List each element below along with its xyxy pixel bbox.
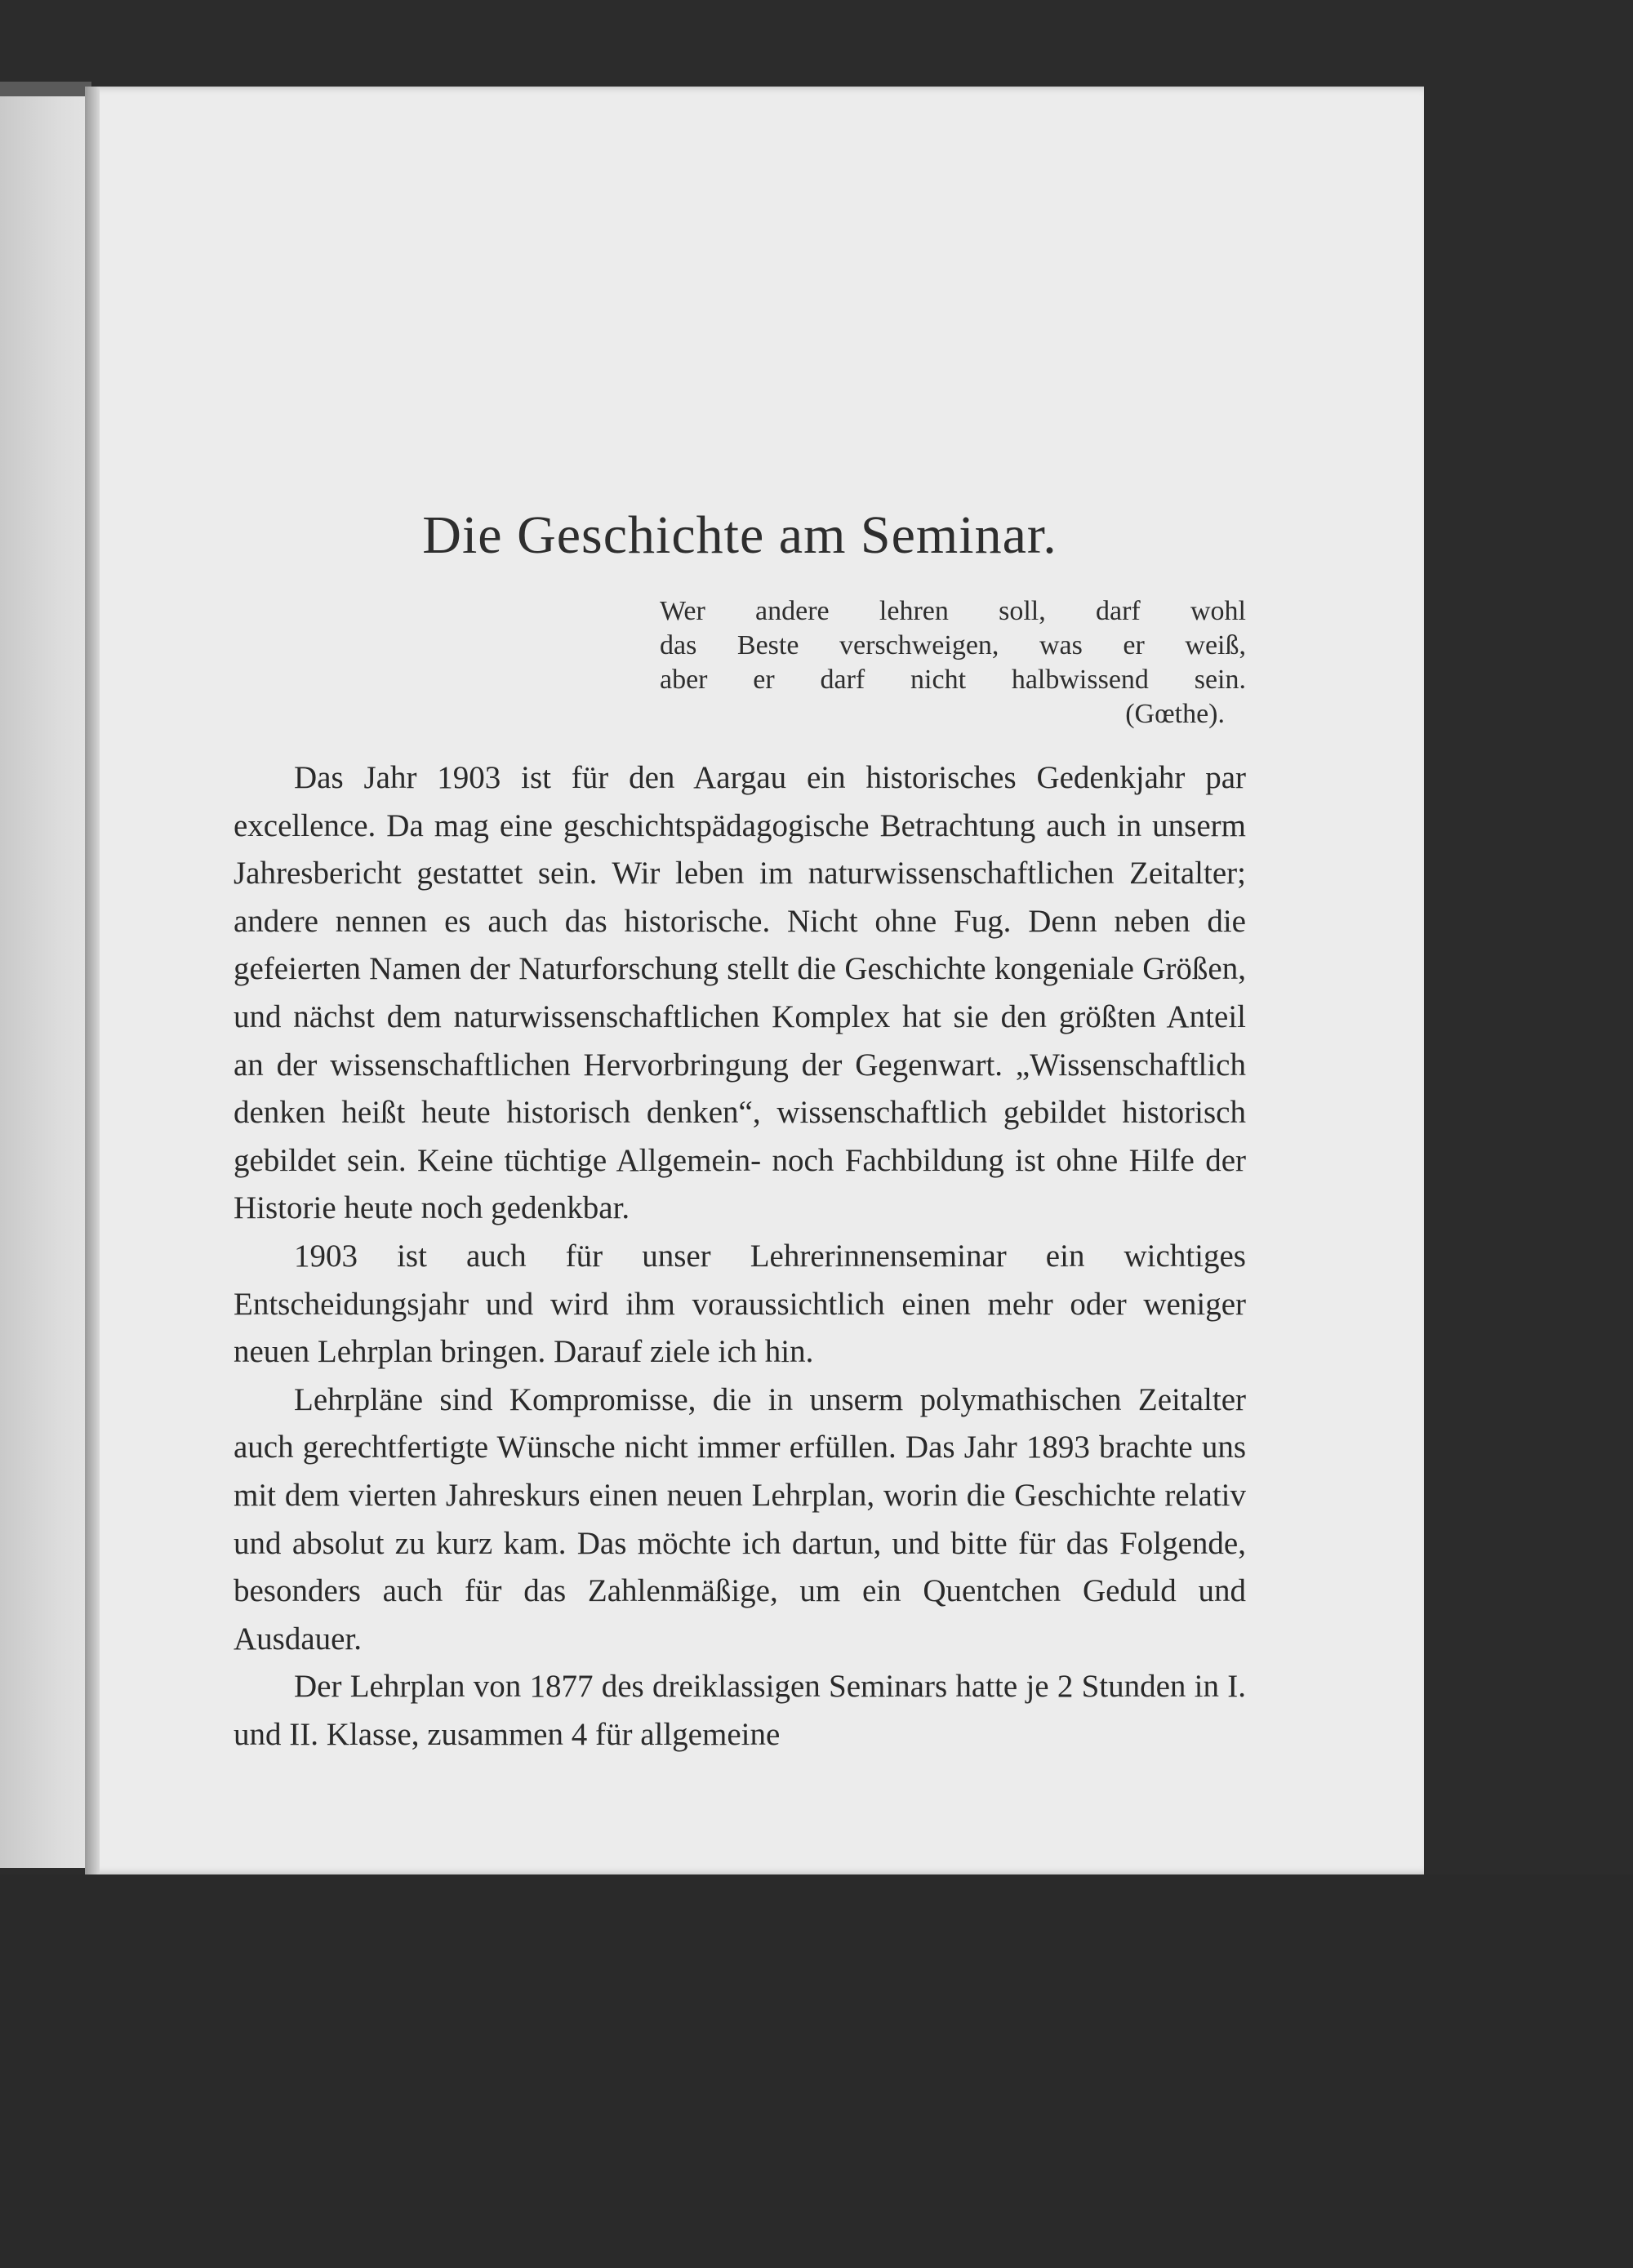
page-title: Die Geschichte am Seminar. <box>422 505 1057 565</box>
scan-background <box>0 1874 1633 2268</box>
epigraph-line: das Beste verschweigen, was er weiß, <box>660 630 1246 660</box>
page-gutter-shadow <box>85 87 100 1874</box>
epigraph <box>660 594 1246 732</box>
paragraph: Lehrpläne sind Kompromisse, die in unserm polymathischen Zeitalter auch gerechtfertigte Wünsche nicht immer erfüllen. Das Jahr 1893 brachte uns mit dem vierten Jahreskurs einen neuen Lehrplan, worin die Geschichte relativ und absolut zu kurz kam. Das möchte ich dartun, und bitte für das Folgende, besonders auch für das Zahlenmäßige, um ein Quentchen Geduld und Ausdauer. <box>234 1381 1246 1657</box>
epigraph-line: Wer andere lehren soll, darf wohl <box>660 596 1246 626</box>
body-text <box>234 754 1246 1759</box>
paragraph: Der Lehrplan von 1877 des dreiklassigen Seminars hatte je 2 Stunden in I. und II. Klasse, zusammen 4 für allgemeine <box>234 1669 1246 1752</box>
epigraph-attribution: (Gœthe). <box>1125 699 1225 729</box>
paragraph: 1903 ist auch für unser Lehrerinnenseminar ein wichtiges Entscheidungsjahr und wird ihm voraussichtlich einen mehr oder weniger neuen Lehrplan bringen. Darauf ziele ich hin. <box>234 1238 1246 1370</box>
epigraph-line: aber er darf nicht halbwissend sein. <box>660 665 1246 695</box>
paragraph: Das Jahr 1903 ist für den Aargau ein historisches Gedenkjahr par excellence. Da mag eine geschichtspädagogische Betrachtung auch in unserm Jahresbericht gestattet sein. Wir leben im naturwissenschaftlichen Zeitalter; andere nennen es auch das historische. Nicht ohne Fug. Denn neben die gefeierten Namen der Naturforschung stellt die Geschichte kongeniale Größen, und nächst dem naturwissenschaftlichen Komplex hat sie den größten Anteil an der wissenschaftlichen Hervorbringung der Gegenwart. „Wissenschaftlich denken heißt heute historisch denken“, wissenschaftlich gebildet historisch gebildet sein. Keine tüchtige Allgemein- noch Fachbildung ist ohne Hilfe der Historie heute noch gedenkbar. <box>234 760 1246 1226</box>
